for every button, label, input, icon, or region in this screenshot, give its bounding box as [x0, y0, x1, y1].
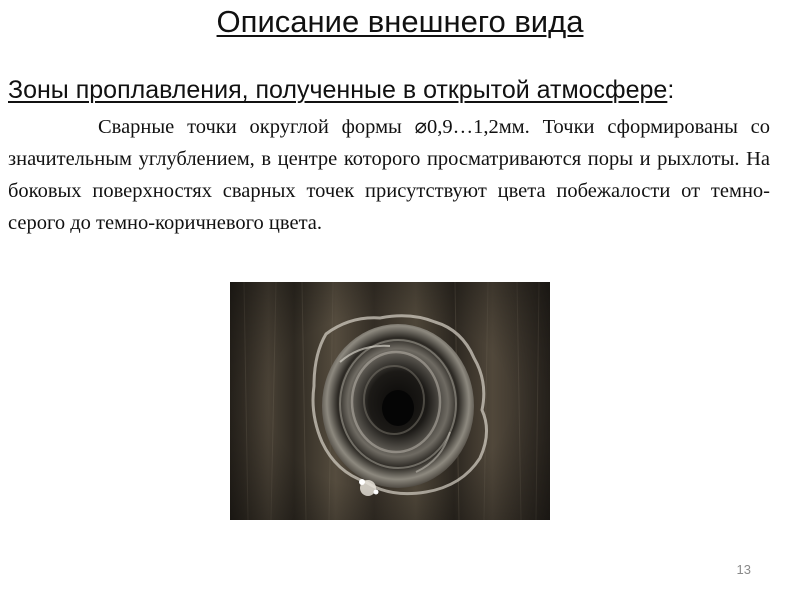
description-text: Сварные точки округлой формы ⌀0,9…1,2мм. Точки сформированы со значительным углублением, в центре которого просматриваются поры и рыхлоты. На боковых поверхностях сварных точек присутствуют цвета побежалости от темно-серого до темно-коричневого цвета. — [8, 116, 770, 234]
section-heading-text: Зоны проплавления, полученные в открытой атмосфере — [8, 76, 668, 104]
page-number: 13 — [736, 562, 751, 577]
section-heading-colon: : — [667, 76, 675, 104]
weld-spot-photo — [230, 282, 550, 520]
section-heading — [8, 76, 788, 105]
slide-title: Описание внешнего вида — [216, 4, 584, 39]
description-paragraph — [8, 111, 770, 239]
